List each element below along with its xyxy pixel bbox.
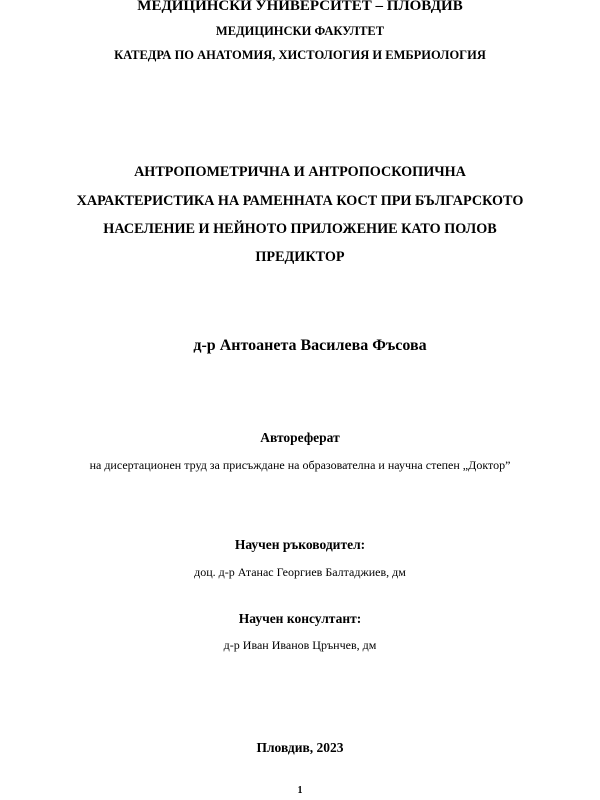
place-year: Пловдив, 2023 bbox=[256, 740, 344, 755]
page-number: 1 bbox=[297, 785, 303, 796]
title-line-2: ХАРАКТЕРИСТИКА НА РАМЕННАТА КОСТ ПРИ БЪЛГАРСКОТО bbox=[76, 193, 524, 209]
faculty-name: МЕДИЦИНСКИ ФАКУЛТЕТ bbox=[215, 24, 385, 38]
supervisor-name: доц. д-р Атанас Георгиев Балтаджиев, дм bbox=[194, 565, 406, 579]
title-line-3: НАСЕЛЕНИЕ И НЕЙНОТО ПРИЛОЖЕНИЕ КАТО ПОЛОВ bbox=[103, 221, 497, 237]
abstract-description: на дисертационен труд за присъждане на образователна и научна степен „Доктор” bbox=[89, 458, 511, 472]
author-name: д-р Антоанета Василева Фъсова bbox=[193, 337, 427, 354]
consultant-label: Научен консултант: bbox=[238, 611, 362, 626]
university-name: МЕДИЦИНСКИ УНИВЕРСИТЕТ – ПЛОВДИВ bbox=[137, 0, 463, 14]
consultant-name: д-р Иван Иванов Црънчев, дм bbox=[223, 638, 377, 652]
title-line-1: АНТРОПОМЕТРИЧНА И АНТРОПОСКОПИЧНА bbox=[134, 164, 466, 180]
department-name: КАТЕДРА ПО АНАТОМИЯ, ХИСТОЛОГИЯ И ЕМБРИОЛОГИЯ bbox=[114, 48, 486, 62]
title-line-4: ПРЕДИКТОР bbox=[255, 249, 345, 265]
supervisor-label: Научен ръководител: bbox=[234, 537, 366, 552]
abstract-label: Автореферат bbox=[260, 430, 340, 445]
